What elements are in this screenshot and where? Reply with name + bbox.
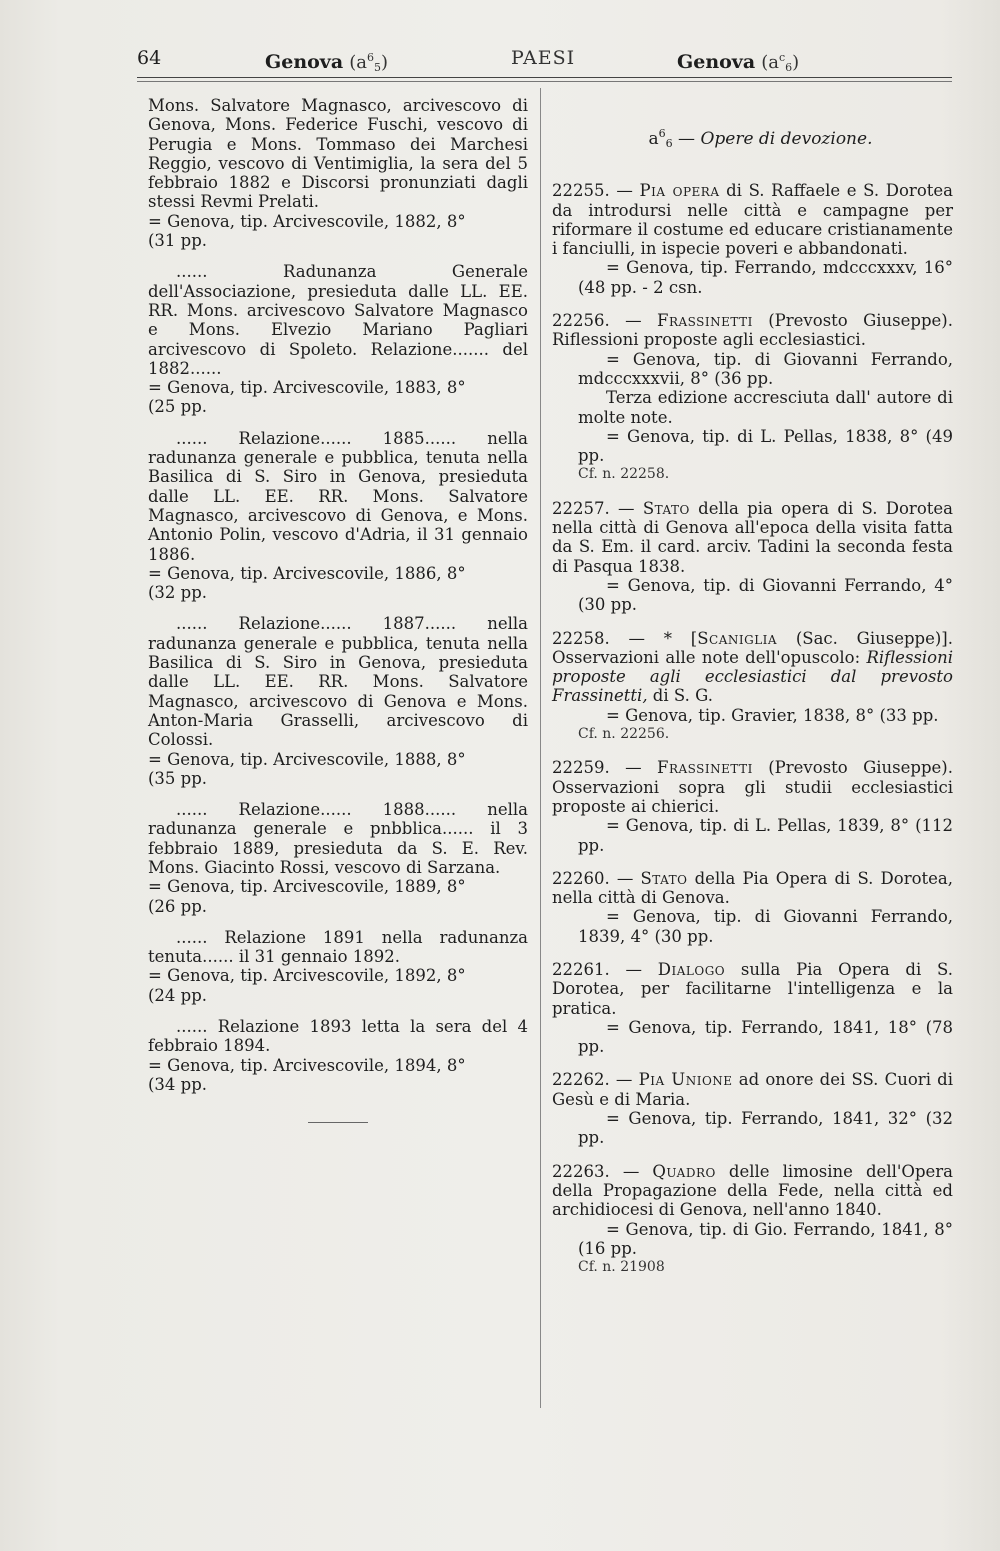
entry-imprint: = Genova, tip. Arcivescovile, 1889, 8° [148, 877, 466, 897]
column-divider [540, 88, 541, 1408]
header-rule-thin [137, 81, 952, 82]
entry-text: Mons. Salvatore Magnasco, arcivescovo di Genova, Mons. Federice Fuschi, vescovo di Perugia e Mons. Tommaso dei Marchesi Reggio, vescovo di Ventimiglia, la sera del 5 febbraio 1882 e Discorsi pronunziati dagli stessi Revmi Prelati. [148, 96, 528, 212]
entry-description: (Prevosto Giuseppe). Osservazioni sopra gli studii ecclesiastici proposte ai chierici. [552, 758, 953, 816]
entry-italic-title: Riflessioni proposte agli ecclesiastici dal prevosto Frassinetti, [552, 647, 953, 706]
catalog-entry [552, 758, 953, 855]
entry-number: 22262. [552, 1070, 610, 1090]
entry-text [552, 1070, 953, 1109]
entry-lead-word: Scaniglia [697, 628, 778, 648]
entry-text [552, 629, 953, 706]
entry-pages: (31 pp. [148, 231, 208, 251]
entry-description: ad onore dei SS. Cuori di Gesù e di Maria. [552, 1070, 953, 1109]
entry-imprint: = Genova, tip. Arcivescovile, 1892, 8° [148, 966, 466, 986]
entry-pages: (35 pp. [148, 768, 208, 788]
catalog-entry [148, 1017, 528, 1094]
entry-dash: — [609, 1161, 653, 1181]
entry-text [552, 758, 953, 816]
entry-description: delle limosine dell'Opera della Propagazione della Fede, nella città ed archidiocesi di Genova, nell'anno 1840. [552, 1161, 953, 1220]
entry-dash: — [609, 959, 658, 979]
cross-reference: Cf. n. 22258. [578, 466, 670, 483]
entry-imprint: = Genova, tip. Arcivescovile, 1894, 8° [148, 1055, 466, 1075]
catalog-entry [148, 429, 528, 603]
entry-description-tail: di S. G. [647, 686, 713, 706]
entry-description: della pia opera di S. Dorotea nella città di Genova all'epoca della visita fatta da S. Em. il card. arciv. Tadini la seconda festa di Pasqua 1838. [552, 498, 953, 576]
entry-number: 22256. [552, 311, 610, 331]
entry-imprint: = Genova, tip. di L. Pellas, 1839, 8° (112 pp. [578, 816, 953, 855]
entry-number: 22257. [552, 498, 610, 518]
entry-text: ...... Relazione...... 1888...... nella radunanza generale e pnbblica...... il 3 febbraio 1889, presieduta da S. E. Rev. Mons. Giacinto Rossi, vescovo di Sarzana. [148, 800, 528, 877]
catalog-entry [148, 800, 528, 916]
entry-imprint: = Genova, tip. Ferrando, 1841, 32° (32 pp. [578, 1109, 953, 1148]
entry-text [552, 499, 953, 576]
catalog-entry [148, 262, 528, 416]
entry-description: della Pia Opera di S. Dorotea, nella città di Genova. [552, 868, 953, 908]
entry-imprint: = Genova, tip. Arcivescovile, 1883, 8° [148, 378, 466, 398]
entry-number: 22263. [552, 1161, 610, 1181]
entry-description: (Sac. Giuseppe)]. Osservazioni alle note dell'opuscolo: [552, 628, 953, 667]
header-left-title: Genova $(a^6_5)$ [265, 51, 388, 74]
catalog-entry [552, 498, 953, 615]
entry-imprint-second: = Genova, tip. di L. Pellas, 1838, 8° (49 pp. [578, 426, 953, 466]
entry-description: di S. Raffaele e S. Dorotea da introdursi nelle città e campagne per riformare il costume ed educare cristianamente i fanciulli, in ispecie poveri e abbandonati. [552, 181, 953, 259]
entry-lead-word: Quadro [652, 1161, 716, 1181]
entry-pages: (25 pp. [148, 397, 208, 417]
entry-number: 22258. [552, 628, 610, 648]
entry-imprint: = Genova, tip. Ferrando, mdcccxxxv, 16° (48 pp. - 2 csn. [578, 258, 953, 297]
catalog-entry [148, 614, 528, 788]
header-right-code: $(a^c_6)$ [761, 51, 800, 74]
entry-note: Terza edizione accresciuta dall' autore di molte note. [578, 388, 953, 427]
header-left-code: $(a^6_5)$ [349, 51, 388, 74]
left-column [148, 96, 528, 1123]
entry-imprint: = Genova, tip. di Giovanni Ferrando, mdcccxxxvii, 8° (36 pp. [578, 349, 953, 388]
entry-text: ...... Relazione...... 1885...... nella radunanza generale e pubblica, tenuta nella Basilica di S. Siro in Genova, presieduta dalle LL. EE. RR. Mons. Salvatore Magnasco, arcivescovo di Genova, e Mons. Antonio Polin, vescovo d'Adria, il 31 gennaio 1886. [148, 428, 528, 564]
entry-text: ...... Relazione...... 1887...... nella radunanza generale e pubblica, tenuta nella Basilica di S. Siro in Genova, presieduta dalle LL. EE. RR. Mons. Salvatore Magnasco, arcivescovo di Genova e Mons. Anton-Maria Grasselli, arcivescovo di Colossi. [148, 614, 528, 750]
catalog-entry [552, 628, 953, 745]
catalog-entry [148, 928, 528, 1005]
entry-text [552, 1162, 953, 1220]
entry-dash: — [609, 498, 643, 518]
catalog-entry [552, 1161, 953, 1278]
entry-text [552, 869, 953, 908]
entry-imprint: = Genova, tip. Arcivescovile, 1886, 8° [148, 563, 466, 583]
header-center-title: PAESI [511, 47, 576, 69]
catalog-entry [552, 868, 953, 946]
entry-lead-word: Frassinetti [657, 758, 753, 778]
entry-number: 22255. [552, 181, 610, 201]
cross-reference: Cf. n. 22256. [578, 726, 670, 743]
right-column [552, 96, 953, 1291]
entry-imprint: = Genova, tip. Arcivescovile, 1882, 8° [148, 211, 466, 231]
entry-imprint: = Genova, tip. di Giovanni Ferrando, 1839, 4° (30 pp. [578, 907, 953, 946]
header-rule [137, 77, 952, 78]
entry-pages: (32 pp. [148, 583, 208, 603]
entry-dash: — [609, 868, 641, 888]
page-number: 64 [137, 47, 162, 69]
entry-number: 22261. [552, 959, 610, 979]
catalog-entry [552, 311, 953, 485]
entry-imprint: = Genova, tip. di Giovanni Ferrando, 4° (30 pp. [578, 575, 953, 615]
entry-dash: — [609, 1070, 639, 1090]
entry-pages: (24 pp. [148, 985, 208, 1005]
entry-lead-word: Stato [642, 498, 690, 518]
entry-lead-word: Pia Unione [638, 1070, 733, 1090]
entry-description: sulla Pia Opera di S. Dorotea, per facilitarne l'intelligenza e la pratica. [552, 959, 953, 1018]
entry-text: ...... Radunanza Generale dell'Associazione, presieduta dalle LL. EE. RR. Mons. arcivescovo Salvatore Magnasco e Mons. Elvezio Mariano Pagliari arcivescovo di Spoleto. Relazione....... del 1882...... [148, 262, 528, 378]
catalog-entry [552, 181, 953, 297]
entry-lead-word: Frassinetti [657, 311, 753, 331]
entry-number: 22260. [552, 868, 610, 888]
entry-text: ...... Relazione 1891 nella radunanza tenuta...... il 31 gennaio 1892. [148, 927, 528, 967]
entry-lead-word: Dialogo [657, 959, 726, 979]
entry-imprint: = Genova, tip. di Gio. Ferrando, 1841, 8° (16 pp. [578, 1219, 953, 1258]
entry-imprint: = Genova, tip. Ferrando, 1841, 18° (78 pp. [578, 1017, 953, 1057]
entry-text: ...... Relazione 1893 letta la sera del 4 febbraio 1894. [148, 1017, 528, 1056]
entry-lead-word: Stato [640, 868, 688, 888]
entry-text [552, 311, 953, 350]
entry-dash: — [609, 181, 640, 201]
section-heading: $a^6_6$ — Opere di devozione. [648, 127, 873, 150]
entry-text [552, 181, 953, 258]
entry-dash: — [609, 758, 657, 778]
catalog-entry [552, 1070, 953, 1148]
entry-dash: — [609, 311, 657, 331]
section-end-rule [308, 1122, 368, 1123]
entry-dash: — * [ [609, 628, 698, 648]
entry-pages: (34 pp. [148, 1074, 208, 1094]
entry-description: (Prevosto Giuseppe). Riflessioni proposte agli ecclesiastici. [552, 311, 953, 350]
catalog-entry [552, 959, 953, 1057]
catalog-entry [148, 96, 528, 250]
entry-pages: (26 pp. [148, 896, 208, 916]
entry-lead-word: Pia opera [639, 181, 720, 201]
entry-number: 22259. [552, 758, 610, 778]
entry-imprint: = Genova, tip. Gravier, 1838, 8° (33 pp. [606, 705, 939, 725]
running-header [137, 40, 952, 76]
entry-text [552, 960, 953, 1018]
cross-reference: Cf. n. 21908 [578, 1259, 665, 1276]
entry-imprint: = Genova, tip. Arcivescovile, 1888, 8° [148, 749, 466, 769]
header-right-title: Genova $(a^c_6)$ [677, 51, 800, 74]
